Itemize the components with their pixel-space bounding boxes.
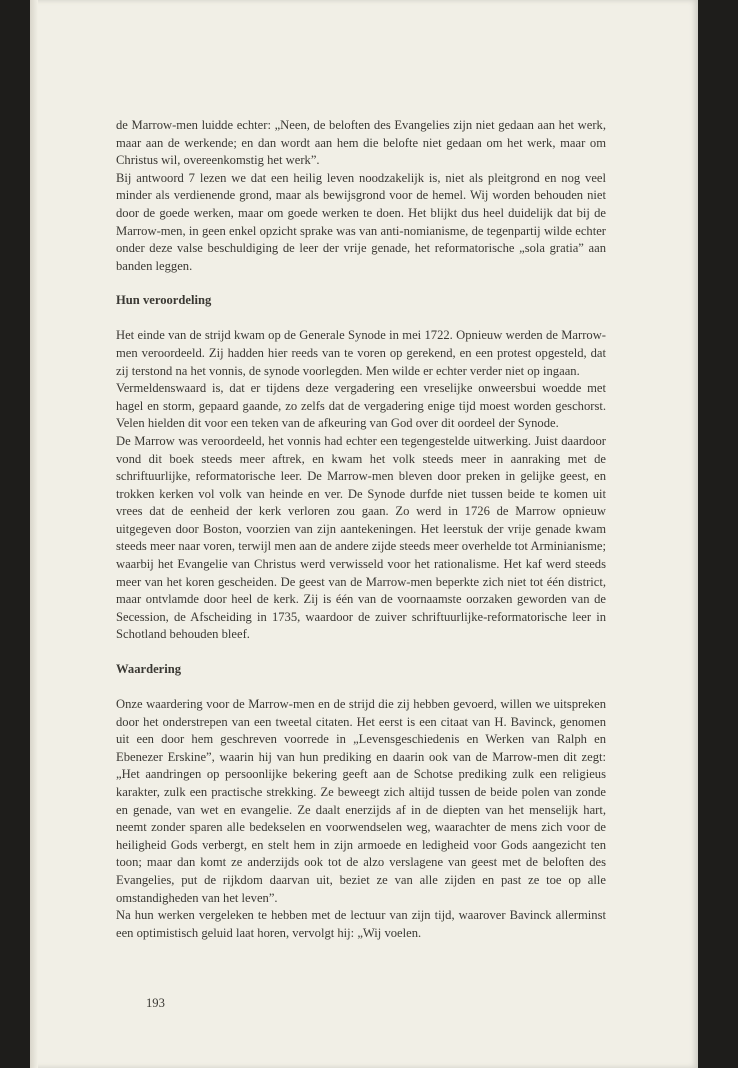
paragraph: Het einde van de strijd kwam op de Generale Synode in mei 1722. Opnieuw werden de Marrow-men veroordeeld. Zij hadden hier reeds van te voren op gerekend, en een protest opgesteld, dat zij terstond na het vonnis, de synode voorlegden. Men wilde er echter verder niet op ingaan. — [116, 328, 606, 378]
page-gutter-shadow — [30, 0, 38, 1068]
paragraph: De Marrow was veroordeeld, het vonnis had echter een tegengestelde uitwerking. Juist daardoor vond dit boek steeds meer aftrek, en kwam het volk steeds meer in aanraking met de schriftuurlijke, reformatorische leer. De Marrow-men bleven door preken in gelijke geest, en trokken kerken vol volk van heinde en ver. De Synode durfde niet tussen beide te komen uit vrees dat de eenheid der kerk verloren zou gaan. Zo werd in 1726 de Marrow opnieuw uitgegeven door Boston, voorzien van zijn aantekeningen. Het leerstuk der vrije genade kwam steeds meer naar voren, terwijl men aan de andere zijde steeds meer overhelde tot Arminianisme; waarbij het Evangelie van Christus werd verwisseld voor het rationalisme. Het kaf werd steeds meer van het koren gescheiden. De geest van de Marrow-men beperkte zich niet tot één district, maar ontvlamde door heel de kerk. Zij is één van de voornaamste oorzaken geworden van de Secession, de Afscheiding in 1735, waardoor de zuiver schriftuurlijke-reformatorische leer in Schotland behouden bleef. — [116, 433, 606, 642]
book-page — [30, 0, 698, 1068]
section-heading-veroordeling: Hun veroordeling — [116, 293, 212, 308]
page-body-text — [116, 117, 606, 942]
paragraph: Onze waardering voor de Marrow-men en de strijd die zij hebben gevoerd, willen we uitspreken door het onderstrepen van een tweetal citaten. Het eerst is een citaat van H. Bavinck, genomen uit een door hem geschreven voorrede in „Levensgeschiedenis en Werken van Ralph en Ebenezer Erskine”, waarin hij van hun prediking en daarin ook van de Marrow-men dit zegt: „Het aandringen op persoonlijke bekering geeft aan de Schotse prediking zulk een religieus karakter, zulk een practische strekking. Ze beweegt zich altijd tussen de beide polen van zonde en genade, van wet en evangelie. Ze daalt enerzijds af in de diepten van het menselijk hart, neemt zonder sparen alle bedekselen en voorwendselen weg, waarachter de mens zich voor de heiligheid Gods verbergt, en stelt hem in zijn armoede en ledigheid voor Gods aangezicht ten toon; maar dan komt ze anderzijds ook tot de alzo verslagene van geest met de beloften des Evangelies, put de rijkdom daarvan uit, beziet ze van alle zijden en past ze toe op alle omstandigheden van het leven”. — [116, 697, 606, 905]
paragraph: Bij antwoord 7 lezen we dat een heilig leven noodzakelijk is, niet als pleitgrond en nog veel minder als verdienende grond, maar als bewijsgrond voor de hemel. Wij worden behouden niet door de goede werken, maar om goede werken te doen. Het blijkt dus heel duidelijk dat bij de Marrow-men, in geen enkel opzicht sprake was van anti-nomianisme, de tegenpartij wilde echter onder deze valse beschuldiging de leer der vrije genade, het reformatorische „sola gratia” aan banden leggen. — [116, 170, 606, 273]
page-number: 193 — [146, 996, 165, 1010]
paragraph: Vermeldenswaard is, dat er tijdens deze vergadering een vreselijke onweersbui woedde met hagel en storm, gepaard gaande, zo zelfs dat de vergadering enige tijd moest worden geschorst. Velen hielden dit voor een teken van de afkeuring van God over dit oordeel der Synode. — [116, 381, 606, 431]
paragraph: de Marrow-men luidde echter: „Neen, de beloften des Evangelies zijn niet gedaan aan het werk, maar aan de werkende; en dan wordt aan hem die belofte niet gedaan om het werk, maar om Christus wil, overeenkomstig het werk”. — [116, 118, 606, 168]
section-heading-waardering: Waardering — [116, 662, 182, 677]
paragraph: Na hun werken vergeleken te hebben met de lectuur van zijn tijd, waarover Bavinck allerminst een optimistisch geluid laat horen, vervolgt hij: „Wij voelen. — [116, 908, 606, 940]
